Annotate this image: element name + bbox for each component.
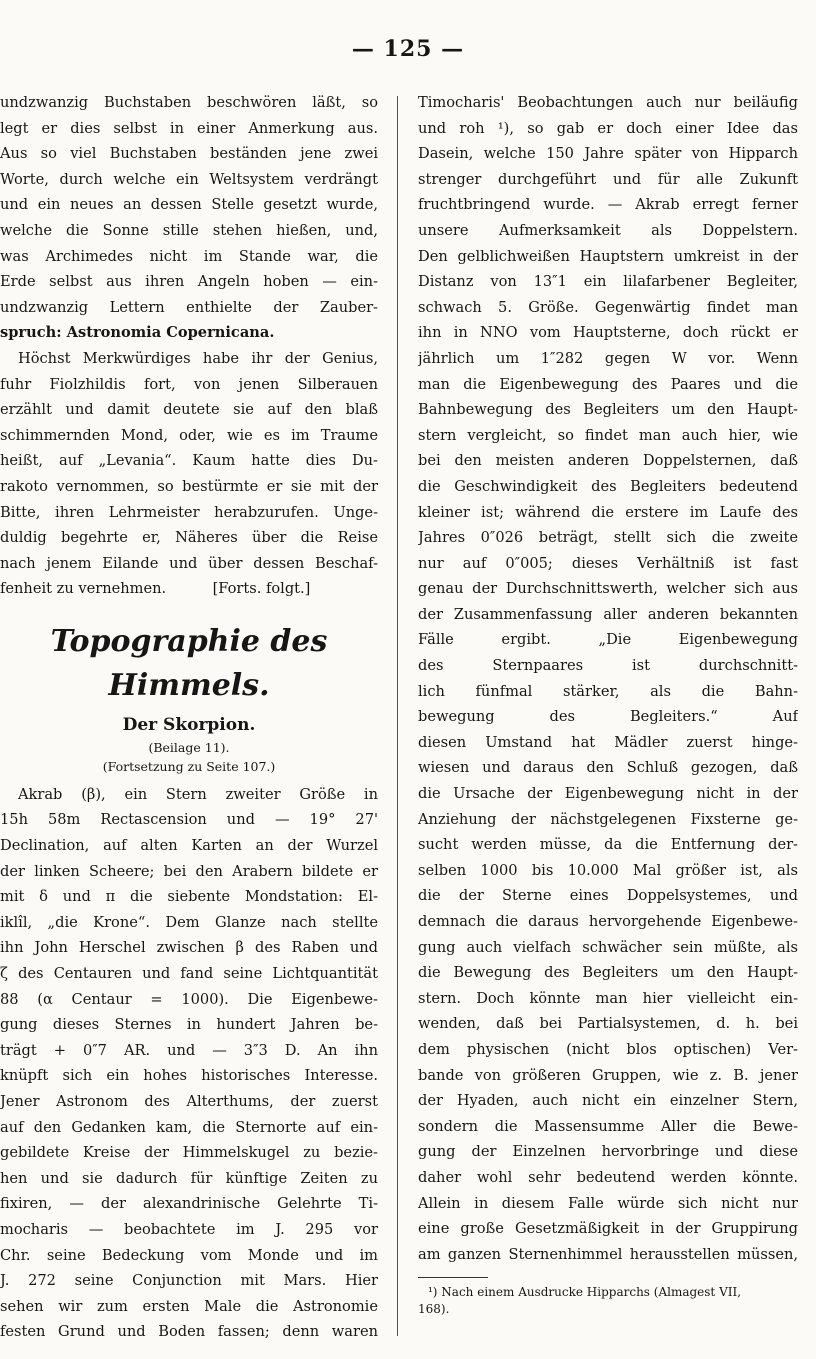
text-line: sondern die Massensumme Aller die Bewe- bbox=[418, 1117, 798, 1135]
text-line: lich fünfmal stärker, als die Bahn- bbox=[418, 682, 798, 700]
text-line: Chr. seine Bedeckung vom Monde und im bbox=[0, 1246, 378, 1264]
text-line: ihn John Herschel zwischen β des Raben und bbox=[0, 939, 378, 957]
text-line: iklîl, „die Krone“. Dem Glanze nach stellte bbox=[0, 913, 378, 931]
text-line: des Sternpaares ist durchschnitt- bbox=[418, 657, 798, 675]
left-column bbox=[0, 90, 378, 1345]
text-line: demnach die daraus hervorgehende Eigenbewe- bbox=[418, 913, 798, 930]
text-line: nach jenem Eilande und über dessen Beschaf- bbox=[0, 554, 378, 572]
text-line: gung auch vielfach schwächer sein müßte, als bbox=[418, 938, 798, 956]
text-line: bewegung des Begleiters.“ Auf bbox=[418, 708, 798, 726]
text-line: undzwanzig Buchstaben beschwören läßt, so bbox=[0, 94, 378, 111]
text-line: unsere Aufmerksamkeit als Doppelstern. bbox=[418, 221, 798, 239]
text-line: 15h 58m Rectascension und — 19° 27' bbox=[0, 811, 378, 829]
text-line: man die Eigenbewegung des Paares und die bbox=[418, 375, 798, 393]
text-line: hen und sie dadurch für künftige Zeiten zu bbox=[0, 1169, 378, 1187]
section-note-beilage: (Beilage 11). bbox=[148, 739, 230, 755]
text-line: spruch: Astronomia Copernicana. bbox=[0, 324, 275, 342]
text-line: duldig begehrte er, Näheres über die Reise bbox=[0, 529, 378, 547]
text-line: mit δ und π die siebente Mondstation: El- bbox=[0, 888, 378, 906]
text-line: sucht werden müsse, da die Entfernung der- bbox=[418, 836, 798, 854]
text-line: legt er dies selbst in einer Anmerkung aus. bbox=[0, 119, 378, 137]
text-line: gebildete Kreise der Himmelskugel zu bezie- bbox=[0, 1144, 378, 1162]
text-line: schimmernden Mond, oder, wie es im Traume bbox=[0, 426, 378, 444]
text-line: bande von größeren Gruppen, wie z. B. jener bbox=[418, 1066, 798, 1084]
text-line: am ganzen Sternenhimmel herausstellen müssen, bbox=[418, 1245, 798, 1263]
text-line: und roh ¹), so gab er doch einer Idee das bbox=[418, 119, 798, 137]
footnote-continuation: 168). bbox=[418, 1302, 450, 1317]
text-line: fenheit zu vernehmen. [Forts. folgt.] bbox=[0, 580, 311, 598]
text-line: Worte, durch welche ein Weltsystem verdrängt bbox=[0, 170, 378, 188]
text-line: rakoto vernommen, so bestürmte er sie mit der bbox=[0, 477, 378, 495]
right-column bbox=[418, 90, 798, 1318]
text-line: fuhr Fiolzhildis fort, von jenen Silberauen bbox=[0, 375, 378, 393]
text-line: jährlich um 1″282 gegen W vor. Wenn bbox=[418, 349, 798, 367]
text-line: festen Grund und Boden fassen; denn waren bbox=[0, 1323, 378, 1341]
text-line: Den gelblichweißen Hauptstern umkreist in der bbox=[418, 247, 798, 265]
text-line: Bahnbewegung des Begleiters um den Haupt- bbox=[418, 401, 798, 419]
left-top-text bbox=[0, 90, 378, 602]
text-line: undzwanzig Lettern enthielte der Zauber- bbox=[0, 298, 378, 316]
text-line: Bitte, ihren Lehrmeister herabzurufen. Unge- bbox=[0, 503, 378, 521]
footnote-rule bbox=[418, 1277, 488, 1278]
text-line: wenden, daß bei Partialsystemen, d. h. bei bbox=[418, 1015, 798, 1033]
text-line: stern vergleicht, so findet man auch hier, wie bbox=[418, 426, 798, 444]
text-line: knüpft sich ein hohes historisches Interesse. bbox=[0, 1067, 378, 1085]
footnote: ¹) Nach einem Ausdrucke Hipparchs (Almagest VII, bbox=[428, 1285, 742, 1300]
text-line: Anziehung der nächstgelegenen Fixsterne ge- bbox=[418, 810, 798, 828]
text-line: diesen Umstand hat Mädler zuerst hinge- bbox=[418, 733, 798, 751]
text-line: strenger durchgeführt und für alle Zukunft bbox=[418, 170, 798, 188]
text-line: Distanz von 13″1 ein lilafarbener Begleiter, bbox=[418, 273, 798, 291]
text-line: kleiner ist; während die erstere im Laufe des bbox=[418, 503, 798, 521]
section-subtitle: Der Skorpion. bbox=[122, 714, 256, 735]
text-line: trägt + 0″7 AR. und — 3″3 D. An ihn bbox=[0, 1041, 378, 1059]
text-line: Dasein, welche 150 Jahre später von Hipparch bbox=[418, 145, 798, 163]
text-line: erzählt und damit deutete sie auf den blaß bbox=[0, 401, 378, 419]
text-line: Allein in diesem Falle würde sich nicht nur bbox=[418, 1194, 798, 1212]
text-line: gung der Einzelnen hervorbringe und diese bbox=[418, 1143, 798, 1161]
text-line: der Zusammenfassung aller anderen bekannten bbox=[418, 605, 798, 623]
left-bottom-text bbox=[0, 782, 378, 1345]
text-line: Jahres 0″026 beträgt, stellt sich die zweite bbox=[418, 529, 798, 547]
text-line: genau der Durchschnittswerth, welcher sich aus bbox=[418, 580, 798, 598]
text-line: 88 (α Centaur = 1000). Die Eigenbewe- bbox=[0, 990, 378, 1008]
page-number: — 125 — bbox=[351, 36, 465, 62]
text-line: die Geschwindigkeit des Begleiters bedeutend bbox=[418, 477, 798, 495]
text-line: der linken Scheere; bei den Arabern bildete er bbox=[0, 862, 378, 880]
text-line: auf den Gedanken kam, die Sternorte auf ein- bbox=[0, 1118, 378, 1136]
text-line: daher wohl sehr bedeutend werden könnte. bbox=[418, 1168, 798, 1186]
text-line: dem physischen (nicht blos optischen) Ver- bbox=[418, 1040, 798, 1058]
section-title: Topographie des Himmels. bbox=[50, 623, 328, 703]
text-line: Jener Astronom des Alterthums, der zuerst bbox=[0, 1093, 378, 1110]
text-line: selben 1000 bis 10.000 Mal größer ist, als bbox=[418, 861, 798, 879]
text-line: Erde selbst aus ihren Angeln hoben — ein- bbox=[0, 273, 378, 291]
text-line: die der Sterne eines Doppelsystemes, und bbox=[418, 887, 798, 905]
text-line: bei den meisten anderen Doppelsternen, daß bbox=[418, 452, 798, 470]
text-line: welche die Sonne stille stehen hießen, und, bbox=[0, 221, 378, 239]
text-line: heißt, auf „Levania“. Kaum hatte dies Du- bbox=[0, 452, 378, 470]
text-line: was Archimedes nicht im Stande war, die bbox=[0, 247, 378, 265]
text-line: fruchtbringend wurde. — Akrab erregt ferner bbox=[418, 196, 798, 214]
text-line: der Hyaden, auch nicht ein einzelner Stern, bbox=[418, 1092, 798, 1110]
text-line: schwach 5. Größe. Gegenwärtig findet man bbox=[418, 298, 798, 316]
text-line: gung dieses Sternes in hundert Jahren be- bbox=[0, 1016, 378, 1034]
text-line: Akrab (β), ein Stern zweiter Größe in bbox=[18, 785, 378, 803]
text-line: nur auf 0″005; dieses Verhältniß ist fast bbox=[418, 554, 798, 572]
text-line: Declination, auf alten Karten an der Wurzel bbox=[0, 837, 378, 855]
text-line: Fälle ergibt. „Die Eigenbewegung bbox=[418, 631, 798, 649]
text-line: stern. Doch könnte man hier vielleicht ein- bbox=[418, 989, 798, 1007]
text-line: Timocharis' Beobachtungen auch nur beiläufig bbox=[418, 94, 798, 111]
section-note-continuation: (Fortsetzung zu Seite 107.) bbox=[102, 758, 276, 774]
column-divider bbox=[397, 96, 398, 1336]
text-line: Aus so viel Buchstaben beständen jene zwei bbox=[0, 145, 378, 163]
text-line: mocharis — beobachtete im J. 295 vor bbox=[0, 1220, 378, 1238]
text-line: Höchst Merkwürdiges habe ihr der Genius, bbox=[18, 349, 378, 367]
text-line: sehen wir zum ersten Male die Astronomie bbox=[0, 1297, 378, 1315]
text-line: ζ des Centauren und fand seine Lichtquantität bbox=[0, 965, 378, 983]
text-line: J. 272 seine Conjunction mit Mars. Hier bbox=[0, 1272, 378, 1290]
text-line: ihn in NNO vom Hauptsterne, doch rückt er bbox=[418, 324, 798, 342]
text-line: eine große Gesetzmäßigkeit in der Gruppirung bbox=[418, 1220, 798, 1238]
text-line: die Ursache der Eigenbewegung nicht in der bbox=[418, 785, 798, 803]
text-line: die Bewegung des Begleiters um den Haupt- bbox=[418, 964, 798, 982]
text-line: und ein neues an dessen Stelle gesetzt wurde, bbox=[0, 196, 378, 214]
text-line: wiesen und daraus den Schluß gezogen, daß bbox=[418, 759, 798, 777]
text-line: fixiren, — der alexandrinische Gelehrte Ti- bbox=[0, 1195, 378, 1213]
